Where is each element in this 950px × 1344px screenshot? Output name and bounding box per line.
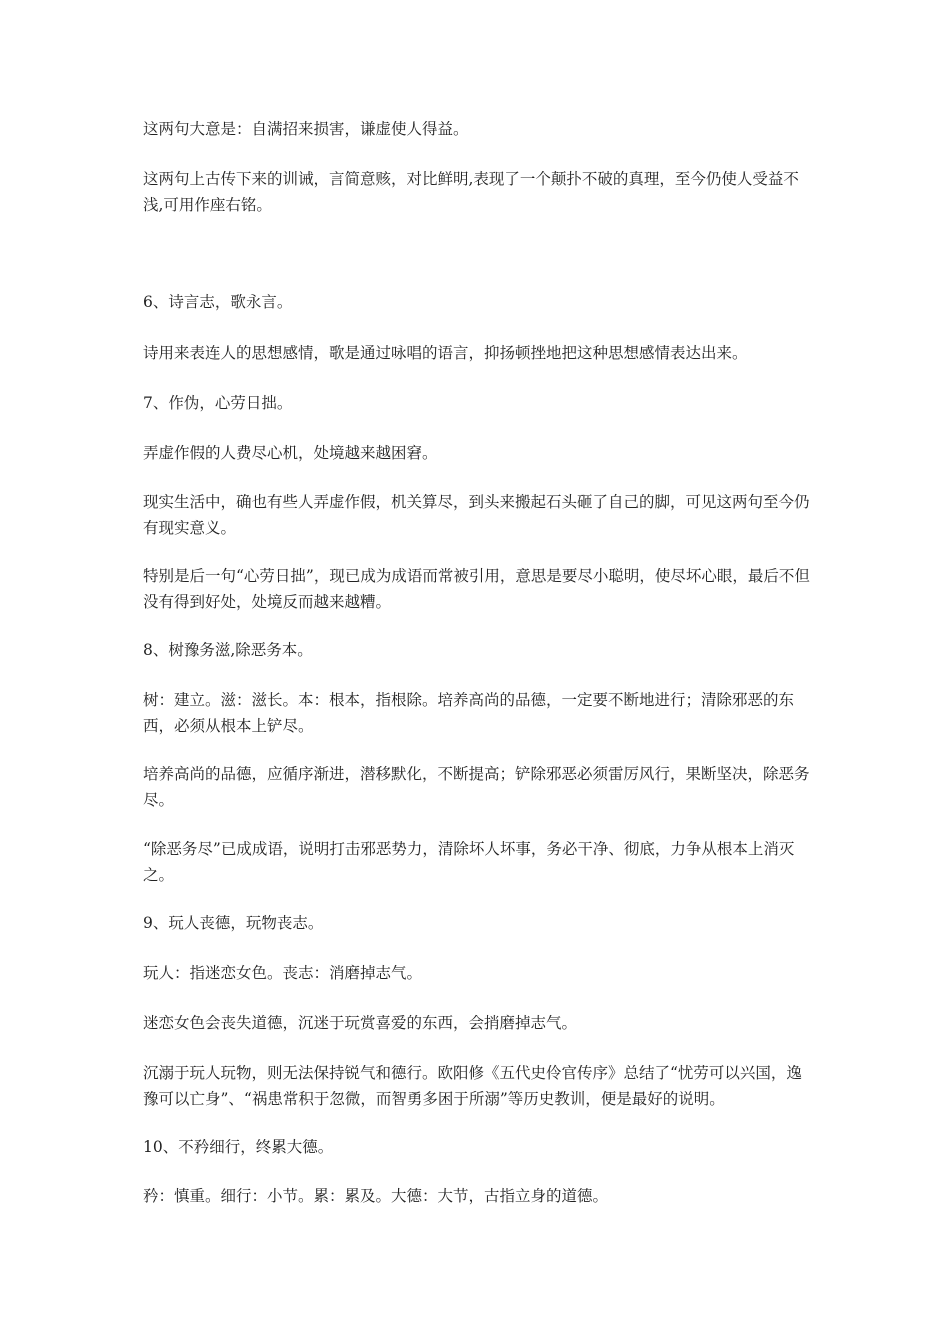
paragraph-2: 这两句上古传下来的训诫，言简意赅，对比鲜明,表现了一个颠扑不破的真理，至今仍使人受益不浅,可用作座右铭。: [143, 170, 799, 214]
heading-item-8: 8、树豫务滋,除恶务本。: [143, 641, 313, 659]
paragraph-13: 矜：慎重。细行：小节。累：累及。大德：大节，古指立身的道德。: [143, 1187, 609, 1205]
paragraph-11: 迷恋女色会丧失道德，沉迷于玩赏喜爱的东西，会捎磨掉志气。: [143, 1014, 578, 1032]
heading-item-7: 7、作伪，心劳日拙。: [143, 394, 293, 412]
paragraph-4: 弄虚作假的人费尽心机，处境越来越困窘。: [143, 444, 438, 462]
paragraph-12: 沉溺于玩人玩物，则无法保持锐气和德行。欧阳修《五代史伶官传序》总结了“忧劳可以兴国，逸豫可以亡身”、“祸患常积于忽微，而智勇多困于所溺”等历史教训，便是最好的说明。: [143, 1064, 802, 1108]
paragraph-10: 玩人：指迷恋女色。丧志：消磨掉志气。: [143, 964, 423, 982]
heading-item-10: 10、不矜细行，终累大德。: [143, 1138, 334, 1156]
heading-item-9: 9、玩人丧德，玩物丧志。: [143, 914, 324, 932]
paragraph-3: 诗用来表连人的思想感情，歌是通过咏唱的语言，抑扬顿挫地把这种思想感情表达出来。: [143, 344, 748, 362]
paragraph-6: 特别是后一句“心劳日拙”，现已成为成语而常被引用，意思是要尽小聪明，使尽坏心眼，最后不但没有得到好处，处境反而越来越糟。: [143, 567, 810, 611]
paragraph-1: 这两句大意是：自满招来损害，谦虚使人得益。: [143, 120, 469, 138]
paragraph-8: 培养高尚的品德，应循序渐进，潜移默化，不断提高；铲除邪恶必须雷厉风行，果断坚决，除恶务尽。: [143, 765, 810, 809]
paragraph-9: “除恶务尽”已成成语，说明打击邪恶势力，清除坏人坏事，务必干净、彻底，力争从根本上消灭之。: [143, 840, 795, 884]
paragraph-7: 树：建立。滋：滋长。本：根本，指根除。培养高尚的品德，一定要不断地进行；清除邪恶的东西，必须从根本上铲尽。: [143, 691, 795, 735]
heading-item-6: 6、诗言志，歌永言。: [143, 293, 293, 311]
paragraph-5: 现实生活中，确也有些人弄虚作假，机关算尽，到头来搬起石头砸了自己的脚，可见这两句至今仍有现实意义。: [143, 493, 810, 537]
